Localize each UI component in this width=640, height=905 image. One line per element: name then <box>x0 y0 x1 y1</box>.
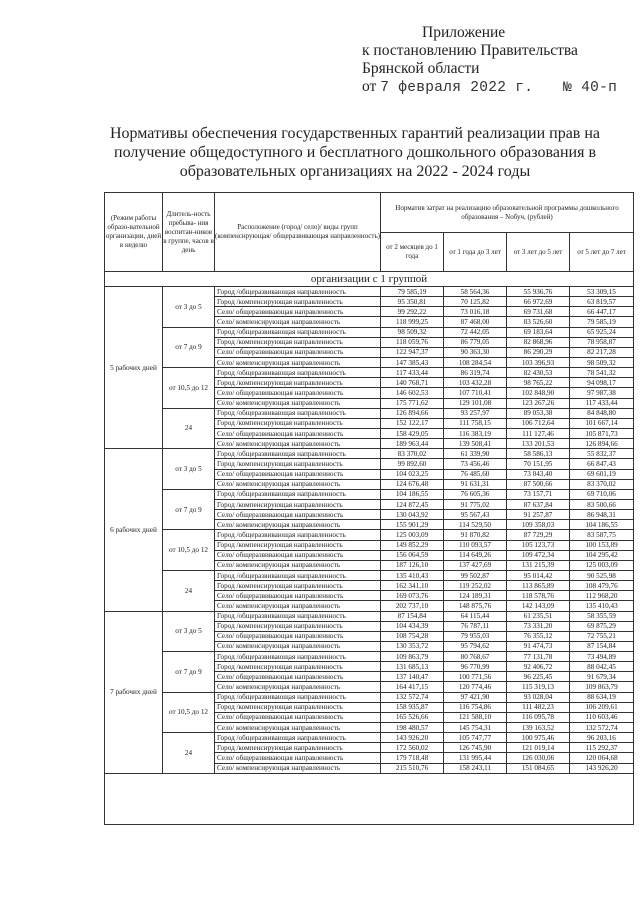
norm-value-cell: 66 447,17 <box>570 307 634 317</box>
norm-value-cell: 76 605,36 <box>444 489 507 499</box>
work-days-cell: 6 рабочих дней <box>105 449 163 611</box>
stay-duration-cell: от 7 до 9 <box>163 489 215 530</box>
norm-value-cell: 61 235,51 <box>507 611 570 621</box>
norm-value-cell: 202 737,10 <box>381 601 444 611</box>
norm-value-cell: 129 101,08 <box>444 398 507 408</box>
norm-value-cell: 109 863,79 <box>570 682 634 692</box>
norm-value-cell: 58 564,36 <box>444 287 507 297</box>
norm-value-cell: 142 143,09 <box>507 601 570 611</box>
norm-value-cell: 109 863,79 <box>381 652 444 662</box>
norm-value-cell: 152 122,17 <box>381 418 444 428</box>
location-cell: Город /общеразвивающая направленность <box>215 408 381 418</box>
norm-value-cell: 105 747,77 <box>444 733 507 743</box>
stay-duration-cell: от 7 до 9 <box>163 327 215 368</box>
location-cell: Село/ общеразвивающая направленность <box>215 428 381 438</box>
table-body <box>105 272 634 825</box>
location-cell: Село/ компенсирующая направленность <box>215 439 381 449</box>
norm-value-cell: 99 502,87 <box>444 570 507 580</box>
location-cell: Село/ компенсирующая направленность <box>215 723 381 733</box>
norm-value-cell: 116 754,86 <box>444 702 507 712</box>
norm-value-cell: 125 003,09 <box>381 530 444 540</box>
norm-value-cell: 118 999,25 <box>381 317 444 327</box>
location-cell: Город /общеразвивающая направленность <box>215 368 381 378</box>
group-label: организации с 1 группой <box>105 272 634 287</box>
norm-value-cell: 92 406,72 <box>507 662 570 672</box>
stay-duration-cell: от 3 до 5 <box>163 287 215 328</box>
norm-value-cell: 72 755,21 <box>570 631 634 641</box>
norm-value-cell: 104 186,55 <box>381 489 444 499</box>
header-age-2: от 1 года до 3 лет <box>444 233 507 272</box>
location-cell: Село/ общеразвивающая направленность <box>215 347 381 357</box>
norm-value-cell: 124 872,45 <box>381 499 444 509</box>
norm-value-cell: 66 972,69 <box>507 297 570 307</box>
norm-value-cell: 145 754,31 <box>444 723 507 733</box>
norm-value-cell: 118 059,76 <box>381 337 444 347</box>
location-cell: Город /компенсирующая направленность <box>215 662 381 672</box>
norm-value-cell: 86 319,74 <box>444 368 507 378</box>
norm-value-cell: 125 003,09 <box>570 560 634 570</box>
norm-value-cell: 108 284,54 <box>444 357 507 367</box>
location-cell: Город /общеразвивающая направленность <box>215 652 381 662</box>
norm-value-cell: 90 525,98 <box>570 570 634 580</box>
norm-value-cell: 175 771,62 <box>381 398 444 408</box>
decree-number: № 40-п <box>563 80 618 96</box>
norm-value-cell: 82 430,53 <box>507 368 570 378</box>
location-cell: Село/ компенсирующая направленность <box>215 682 381 692</box>
norm-value-cell: 139 508,41 <box>444 439 507 449</box>
norm-value-cell: 86 948,31 <box>570 510 634 520</box>
norm-value-cell: 87 468,00 <box>444 317 507 327</box>
stay-duration-cell: 24 <box>163 408 215 449</box>
location-cell: Село/ компенсирующая направленность <box>215 317 381 327</box>
norm-value-cell: 100 153,89 <box>570 540 634 550</box>
norm-value-cell: 187 126,10 <box>381 560 444 570</box>
norm-value-cell: 158 935,87 <box>381 702 444 712</box>
norm-value-cell: 106 712,64 <box>507 418 570 428</box>
norm-value-cell: 95 014,42 <box>507 570 570 580</box>
location-cell: Город /компенсирующая направленность <box>215 621 381 631</box>
norm-value-cell: 95 567,43 <box>444 510 507 520</box>
norm-value-cell: 76 485,60 <box>444 469 507 479</box>
location-cell: Село/ общеразвивающая направленность <box>215 550 381 560</box>
stay-duration-cell: от 10,5 до 12 <box>163 692 215 733</box>
norm-value-cell: 77 131,78 <box>507 652 570 662</box>
norm-value-cell: 83 370,02 <box>381 449 444 459</box>
location-cell: Город /общеразвивающая направленность <box>215 611 381 621</box>
location-cell: Село/ компенсирующая направленность <box>215 479 381 489</box>
location-cell: Город /компенсирующая направленность <box>215 337 381 347</box>
table-row <box>105 652 634 662</box>
header-duration: Длитель-ность пребыва- ния воспитан-ников в группе, часов в день <box>163 193 215 272</box>
norm-value-cell: 130 043,92 <box>381 510 444 520</box>
norm-value-cell: 96 225,45 <box>507 672 570 682</box>
norm-value-cell: 110 603,46 <box>570 712 634 722</box>
norm-value-cell: 179 718,48 <box>381 753 444 763</box>
norm-value-cell: 155 901,29 <box>381 520 444 530</box>
location-cell: Село/ компенсирующая направленность <box>215 601 381 611</box>
location-cell: Село/ общеразвивающая направленность <box>215 672 381 682</box>
norm-value-cell: 73 016,18 <box>444 307 507 317</box>
norm-value-cell: 110 093,57 <box>444 540 507 550</box>
table-row <box>105 368 634 378</box>
norm-value-cell: 107 710,41 <box>444 388 507 398</box>
stay-duration-cell: 24 <box>163 570 215 611</box>
norm-value-cell: 133 201,53 <box>507 439 570 449</box>
location-cell: Село/ компенсирующая направленность <box>215 641 381 651</box>
location-cell: Село/ общеразвивающая направленность <box>215 712 381 722</box>
location-cell: Село/ компенсирующая направленность <box>215 520 381 530</box>
norm-value-cell: 76 355,12 <box>507 631 570 641</box>
norm-value-cell: 198 480,57 <box>381 723 444 733</box>
norm-value-cell: 149 852,29 <box>381 540 444 550</box>
norm-value-cell: 87 154,84 <box>570 641 634 651</box>
location-cell: Село/ компенсирующая направленность <box>215 357 381 367</box>
stay-duration-cell: от 3 до 5 <box>163 611 215 652</box>
empty-cell <box>105 773 634 824</box>
norm-value-cell: 95 794,62 <box>444 641 507 651</box>
norm-value-cell: 140 768,71 <box>381 378 444 388</box>
norm-value-cell: 70 125,82 <box>444 297 507 307</box>
norm-value-cell: 120 064,68 <box>570 753 634 763</box>
norm-value-cell: 93 257,97 <box>444 408 507 418</box>
norm-value-cell: 79 585,19 <box>381 287 444 297</box>
location-cell: Село/ общеразвивающая направленность <box>215 307 381 317</box>
norm-value-cell: 91 870,82 <box>444 530 507 540</box>
location-cell: Город /компенсирующая направленность <box>215 540 381 550</box>
norm-value-cell: 172 560,02 <box>381 743 444 753</box>
norm-value-cell: 73 494,89 <box>570 652 634 662</box>
norm-value-cell: 91 631,31 <box>444 479 507 489</box>
norm-value-cell: 98 765,22 <box>507 378 570 388</box>
norm-value-cell: 143 926,20 <box>381 733 444 743</box>
norm-value-cell: 100 771,56 <box>444 672 507 682</box>
header-age-4: от 5 лет до 7 лет <box>570 233 634 272</box>
norm-value-cell: 97 987,38 <box>570 388 634 398</box>
norm-value-cell: 90 363,30 <box>444 347 507 357</box>
norm-value-cell: 69 875,29 <box>570 621 634 631</box>
norm-value-cell: 93 028,04 <box>507 692 570 702</box>
norm-value-cell: 119 252,02 <box>444 581 507 591</box>
header-mode: (Режим работы образо-вательной организации, дней в неделю <box>105 193 163 272</box>
norm-value-cell: 130 353,72 <box>381 641 444 651</box>
appendix-date-line <box>362 78 632 97</box>
norm-value-cell: 126 894,66 <box>381 408 444 418</box>
norm-value-cell: 69 183,64 <box>507 327 570 337</box>
norm-value-cell: 113 865,89 <box>507 581 570 591</box>
norm-value-cell: 116 383,19 <box>444 428 507 438</box>
norm-value-cell: 66 847,43 <box>570 459 634 469</box>
norm-value-cell: 135 410,43 <box>570 601 634 611</box>
norm-value-cell: 91 679,34 <box>570 672 634 682</box>
norm-value-cell: 96 770,99 <box>444 662 507 672</box>
location-cell: Город /общеразвивающая направленность <box>215 570 381 580</box>
location-cell: Село/ общеразвивающая направленность <box>215 753 381 763</box>
norm-value-cell: 104 295,42 <box>570 550 634 560</box>
norm-value-cell: 111 758,15 <box>444 418 507 428</box>
norm-value-cell: 137 427,69 <box>444 560 507 570</box>
norm-value-cell: 118 578,76 <box>507 591 570 601</box>
norm-value-cell: 73 331,20 <box>507 621 570 631</box>
norm-value-cell: 91 775,02 <box>444 499 507 509</box>
norm-value-cell: 80 768,67 <box>444 652 507 662</box>
norm-value-cell: 158 243,11 <box>444 763 507 773</box>
norm-value-cell: 115 319,13 <box>507 682 570 692</box>
norm-value-cell: 65 925,24 <box>570 327 634 337</box>
location-cell: Город /общеразвивающая направленность <box>215 327 381 337</box>
norm-value-cell: 55 936,76 <box>507 287 570 297</box>
norm-value-cell: 91 257,87 <box>507 510 570 520</box>
norm-value-cell: 73 157,71 <box>507 489 570 499</box>
norm-value-cell: 115 292,37 <box>570 743 634 753</box>
location-cell: Город /компенсирующая направленность <box>215 499 381 509</box>
norm-value-cell: 73 043,40 <box>507 469 570 479</box>
norm-value-cell: 84 848,80 <box>570 408 634 418</box>
norm-value-cell: 99 292,22 <box>381 307 444 317</box>
norm-value-cell: 126 030,06 <box>507 753 570 763</box>
norm-value-cell: 123 267,26 <box>507 398 570 408</box>
table-empty-footer-row <box>105 773 634 824</box>
table-row <box>105 287 634 297</box>
norm-value-cell: 151 084,65 <box>507 763 570 773</box>
norm-value-cell: 148 875,76 <box>444 601 507 611</box>
norm-value-cell: 132 572,74 <box>570 723 634 733</box>
location-cell: Город /общеразвивающая направленность <box>215 449 381 459</box>
norm-value-cell: 103 396,93 <box>507 357 570 367</box>
norm-value-cell: 164 417,15 <box>381 682 444 692</box>
stay-duration-cell: от 10,5 до 12 <box>163 368 215 409</box>
norm-value-cell: 88 042,45 <box>570 662 634 672</box>
norm-value-cell: 78 958,87 <box>570 337 634 347</box>
norm-value-cell: 162 341,10 <box>381 581 444 591</box>
stay-duration-cell: от 3 до 5 <box>163 449 215 490</box>
norm-value-cell: 100 975,46 <box>507 733 570 743</box>
norm-value-cell: 70 151,95 <box>507 459 570 469</box>
norm-value-cell: 87 729,29 <box>507 530 570 540</box>
norm-value-cell: 108 479,76 <box>570 581 634 591</box>
norm-value-cell: 61 339,90 <box>444 449 507 459</box>
norm-value-cell: 73 456,46 <box>444 459 507 469</box>
norm-value-cell: 109 358,03 <box>507 520 570 530</box>
norm-value-cell: 95 350,81 <box>381 297 444 307</box>
norm-value-cell: 121 019,14 <box>507 743 570 753</box>
norm-value-cell: 63 819,57 <box>570 297 634 307</box>
norm-value-cell: 88 634,19 <box>570 692 634 702</box>
stay-duration-cell: 24 <box>163 733 215 774</box>
norm-value-cell: 53 309,15 <box>570 287 634 297</box>
location-cell: Город /общеразвивающая направленность <box>215 489 381 499</box>
norm-value-cell: 111 482,23 <box>507 702 570 712</box>
location-cell: Город /общеразвивающая направленность <box>215 530 381 540</box>
norm-value-cell: 131 215,39 <box>507 560 570 570</box>
norm-value-cell: 87 637,84 <box>507 499 570 509</box>
norm-value-cell: 156 064,59 <box>381 550 444 560</box>
norm-value-cell: 117 433,44 <box>381 368 444 378</box>
norm-value-cell: 82 217,28 <box>570 347 634 357</box>
location-cell: Город /компенсирующая направленность <box>215 702 381 712</box>
norm-value-cell: 111 127,46 <box>507 428 570 438</box>
location-cell: Село/ общеразвивающая направленность <box>215 469 381 479</box>
norm-value-cell: 112 968,20 <box>570 591 634 601</box>
norm-value-cell: 58 355,59 <box>570 611 634 621</box>
location-cell: Город /компенсирующая направленность <box>215 418 381 428</box>
location-cell: Город /общеразвивающая направленность <box>215 287 381 297</box>
header-location: Расположение (город/ село)/ виды групп (компенсирующая/ общеразвивающая направленность) <box>215 193 381 272</box>
norm-value-cell: 124 189,31 <box>444 591 507 601</box>
norm-value-cell: 69 710,06 <box>570 489 634 499</box>
stay-duration-cell: от 10,5 до 12 <box>163 530 215 571</box>
header-norms: Норматив затрат на реализацию образовательной программы дошкольного образования – Nобуч, (рублей) <box>381 193 634 233</box>
norm-value-cell: 83 500,66 <box>570 499 634 509</box>
norm-value-cell: 169 073,76 <box>381 591 444 601</box>
location-cell: Село/ компенсирующая направленность <box>215 560 381 570</box>
stay-duration-cell: от 7 до 9 <box>163 652 215 693</box>
norm-value-cell: 83 587,75 <box>570 530 634 540</box>
norm-value-cell: 79 955,03 <box>444 631 507 641</box>
norm-value-cell: 76 787,11 <box>444 621 507 631</box>
norm-value-cell: 55 832,37 <box>570 449 634 459</box>
location-cell: Город /общеразвивающая направленность <box>215 733 381 743</box>
date-prefix: от <box>362 78 377 95</box>
norm-value-cell: 94 098,17 <box>570 378 634 388</box>
norm-value-cell: 109 472,34 <box>507 550 570 560</box>
norm-value-cell: 139 163,52 <box>507 723 570 733</box>
location-cell: Село/ компенсирующая направленность <box>215 398 381 408</box>
norm-value-cell: 72 442,05 <box>444 327 507 337</box>
norm-value-cell: 58 586,13 <box>507 449 570 459</box>
norm-value-cell: 99 892,60 <box>381 459 444 469</box>
norm-value-cell: 87 154,84 <box>381 611 444 621</box>
location-cell: Село/ общеразвивающая направленность <box>215 591 381 601</box>
table-row <box>105 692 634 702</box>
table-row <box>105 611 634 621</box>
norm-value-cell: 120 774,46 <box>444 682 507 692</box>
norm-value-cell: 89 053,38 <box>507 408 570 418</box>
appendix-decree: к постановлению Правительства <box>362 42 578 59</box>
location-cell: Город /компенсирующая направленность <box>215 378 381 388</box>
norm-value-cell: 104 186,55 <box>570 520 634 530</box>
norm-value-cell: 91 474,73 <box>507 641 570 651</box>
norm-value-cell: 114 529,50 <box>444 520 507 530</box>
norm-value-cell: 97 421,90 <box>444 692 507 702</box>
work-days-cell: 5 рабочих дней <box>105 287 163 449</box>
norm-value-cell: 114 649,26 <box>444 550 507 560</box>
appendix-title: Приложение <box>422 24 506 41</box>
norm-value-cell: 116 095,78 <box>507 712 570 722</box>
location-cell: Город /компенсирующая направленность <box>215 743 381 753</box>
norm-value-cell: 215 510,76 <box>381 763 444 773</box>
norm-value-cell: 105 871,73 <box>570 428 634 438</box>
norm-value-cell: 135 410,43 <box>381 570 444 580</box>
norm-value-cell: 79 585,19 <box>570 317 634 327</box>
norm-value-cell: 131 995,44 <box>444 753 507 763</box>
norm-value-cell: 83 526,60 <box>507 317 570 327</box>
norm-value-cell: 108 754,28 <box>381 631 444 641</box>
norm-value-cell: 78 541,32 <box>570 368 634 378</box>
norm-value-cell: 146 602,53 <box>381 388 444 398</box>
norm-value-cell: 83 370,02 <box>570 479 634 489</box>
location-cell: Город /общеразвивающая направленность <box>215 692 381 702</box>
location-cell: Город /компенсирующая направленность <box>215 297 381 307</box>
norm-value-cell: 122 947,37 <box>381 347 444 357</box>
location-cell: Село/ общеразвивающая направленность <box>215 510 381 520</box>
norm-value-cell: 147 385,43 <box>381 357 444 367</box>
norm-value-cell: 69 601,19 <box>570 469 634 479</box>
table-row <box>105 570 634 580</box>
location-cell: Село/ компенсирующая направленность <box>215 763 381 773</box>
appendix-region: Брянской области <box>362 60 480 77</box>
norm-value-cell: 132 572,74 <box>381 692 444 702</box>
norm-value-cell: 101 667,14 <box>570 418 634 428</box>
norm-value-cell: 131 685,13 <box>381 662 444 672</box>
norm-value-cell: 104 023,25 <box>381 469 444 479</box>
norm-value-cell: 82 868,96 <box>507 337 570 347</box>
table-row <box>105 449 634 459</box>
norm-value-cell: 87 500,66 <box>507 479 570 489</box>
norm-value-cell: 117 433,44 <box>570 398 634 408</box>
norm-value-cell: 124 676,48 <box>381 479 444 489</box>
norm-value-cell: 137 140,47 <box>381 672 444 682</box>
table-row <box>105 530 634 540</box>
work-days-cell: 7 рабочих дней <box>105 611 163 773</box>
norm-value-cell: 98 509,32 <box>381 327 444 337</box>
table-row <box>105 489 634 499</box>
norm-value-cell: 96 203,16 <box>570 733 634 743</box>
table-row <box>105 408 634 418</box>
norm-value-cell: 165 526,66 <box>381 712 444 722</box>
norm-value-cell: 86 290,29 <box>507 347 570 357</box>
norm-value-cell: 103 432,28 <box>444 378 507 388</box>
norms-table <box>104 192 634 825</box>
norm-value-cell: 126 745,90 <box>444 743 507 753</box>
appendix-block <box>362 24 632 97</box>
norm-value-cell: 126 894,66 <box>570 439 634 449</box>
header-age-1: от 2 месяцев до 1 года <box>381 233 444 272</box>
norm-value-cell: 105 123,73 <box>507 540 570 550</box>
norm-value-cell: 64 115,44 <box>444 611 507 621</box>
norm-value-cell: 121 588,10 <box>444 712 507 722</box>
norm-value-cell: 69 731,68 <box>507 307 570 317</box>
header-age-3: от 3 лет до 5 лет <box>507 233 570 272</box>
norm-value-cell: 98 509,32 <box>570 357 634 367</box>
norm-value-cell: 104 434,39 <box>381 621 444 631</box>
location-cell: Город /компенсирующая направленность <box>215 581 381 591</box>
norm-value-cell: 143 926,20 <box>570 763 634 773</box>
table-row <box>105 733 634 743</box>
norm-value-cell: 86 779,05 <box>444 337 507 347</box>
location-cell: Село/ общеразвивающая направленность <box>215 631 381 641</box>
norm-value-cell: 158 429,05 <box>381 428 444 438</box>
table-row <box>105 327 634 337</box>
norm-value-cell: 102 848,90 <box>507 388 570 398</box>
location-cell: Село/ общеразвивающая направленность <box>215 388 381 398</box>
decree-date: 7 февраля 2022 г. <box>380 80 534 96</box>
location-cell: Город /компенсирующая направленность <box>215 459 381 469</box>
page-title: Нормативы обеспечения государственных гарантий реализации прав на получение общедоступного и бесплатного дошкольного образования в образовательных организациях на 2022 - 2024 годы <box>109 125 601 180</box>
norm-value-cell: 106 209,61 <box>570 702 634 712</box>
norm-value-cell: 189 963,44 <box>381 439 444 449</box>
